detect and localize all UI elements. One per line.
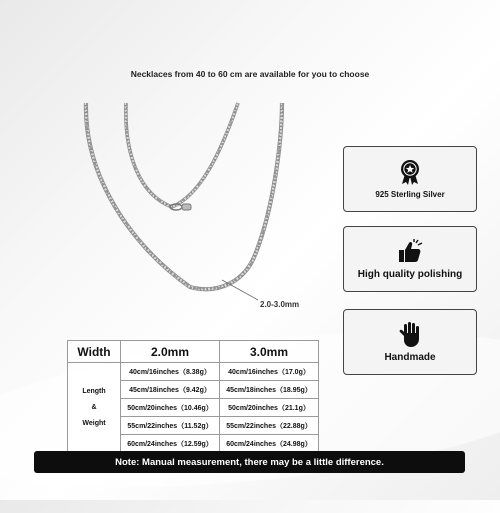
table-cell: 40cm/16inches（17.0g） (220, 363, 319, 381)
table-cell: 55cm/22inches（22.88g） (220, 417, 319, 435)
length-weight-label (68, 363, 121, 453)
thumbs-up-icon (396, 239, 424, 263)
header-2mm: 2.0mm (121, 341, 220, 363)
necklace-image (70, 95, 310, 325)
headline: Necklaces from 40 to 60 cm are available for you to choose (130, 69, 370, 79)
side-label-weight: Weight (82, 419, 106, 427)
table-cell: 45cm/18inches（18.95g） (220, 381, 319, 399)
table-cell: 50cm/20inches（10.46g） (121, 399, 220, 417)
header-width: Width (68, 341, 121, 363)
table-cell: 60cm/24inches（12.59g） (121, 435, 220, 453)
table-cell: 50cm/20inches（21.1g） (220, 399, 319, 417)
award-rosette-icon (398, 160, 422, 184)
table-header-row (68, 341, 319, 363)
header-3mm: 3.0mm (220, 341, 319, 363)
table-cell: 55cm/22inches（11.52g） (121, 417, 220, 435)
side-label-amp: & (91, 403, 97, 411)
measurement-note (34, 451, 465, 473)
note-text: Note: Manual measurement, there may be a little difference. (115, 456, 384, 468)
size-weight-table (67, 340, 319, 453)
feature-label: Handmade (384, 351, 436, 363)
feature-label: High quality polishing (357, 268, 463, 280)
feature-card-sterling-silver (343, 146, 477, 212)
side-label-length: Length (82, 387, 106, 395)
table-cell: 40cm/16inches（8.38g） (121, 363, 220, 381)
hand-icon (399, 322, 421, 346)
table-cell: 60cm/24inches（24.98g） (220, 435, 319, 453)
feature-label: 925 Sterling Silver (375, 189, 445, 199)
table-cell: 45cm/18inches（9.42g） (121, 381, 220, 399)
table-row (68, 363, 319, 381)
feature-card-handmade (343, 309, 477, 375)
feature-card-polishing (343, 226, 477, 292)
width-dimension-label: 2.0-3.0mm (260, 300, 300, 309)
